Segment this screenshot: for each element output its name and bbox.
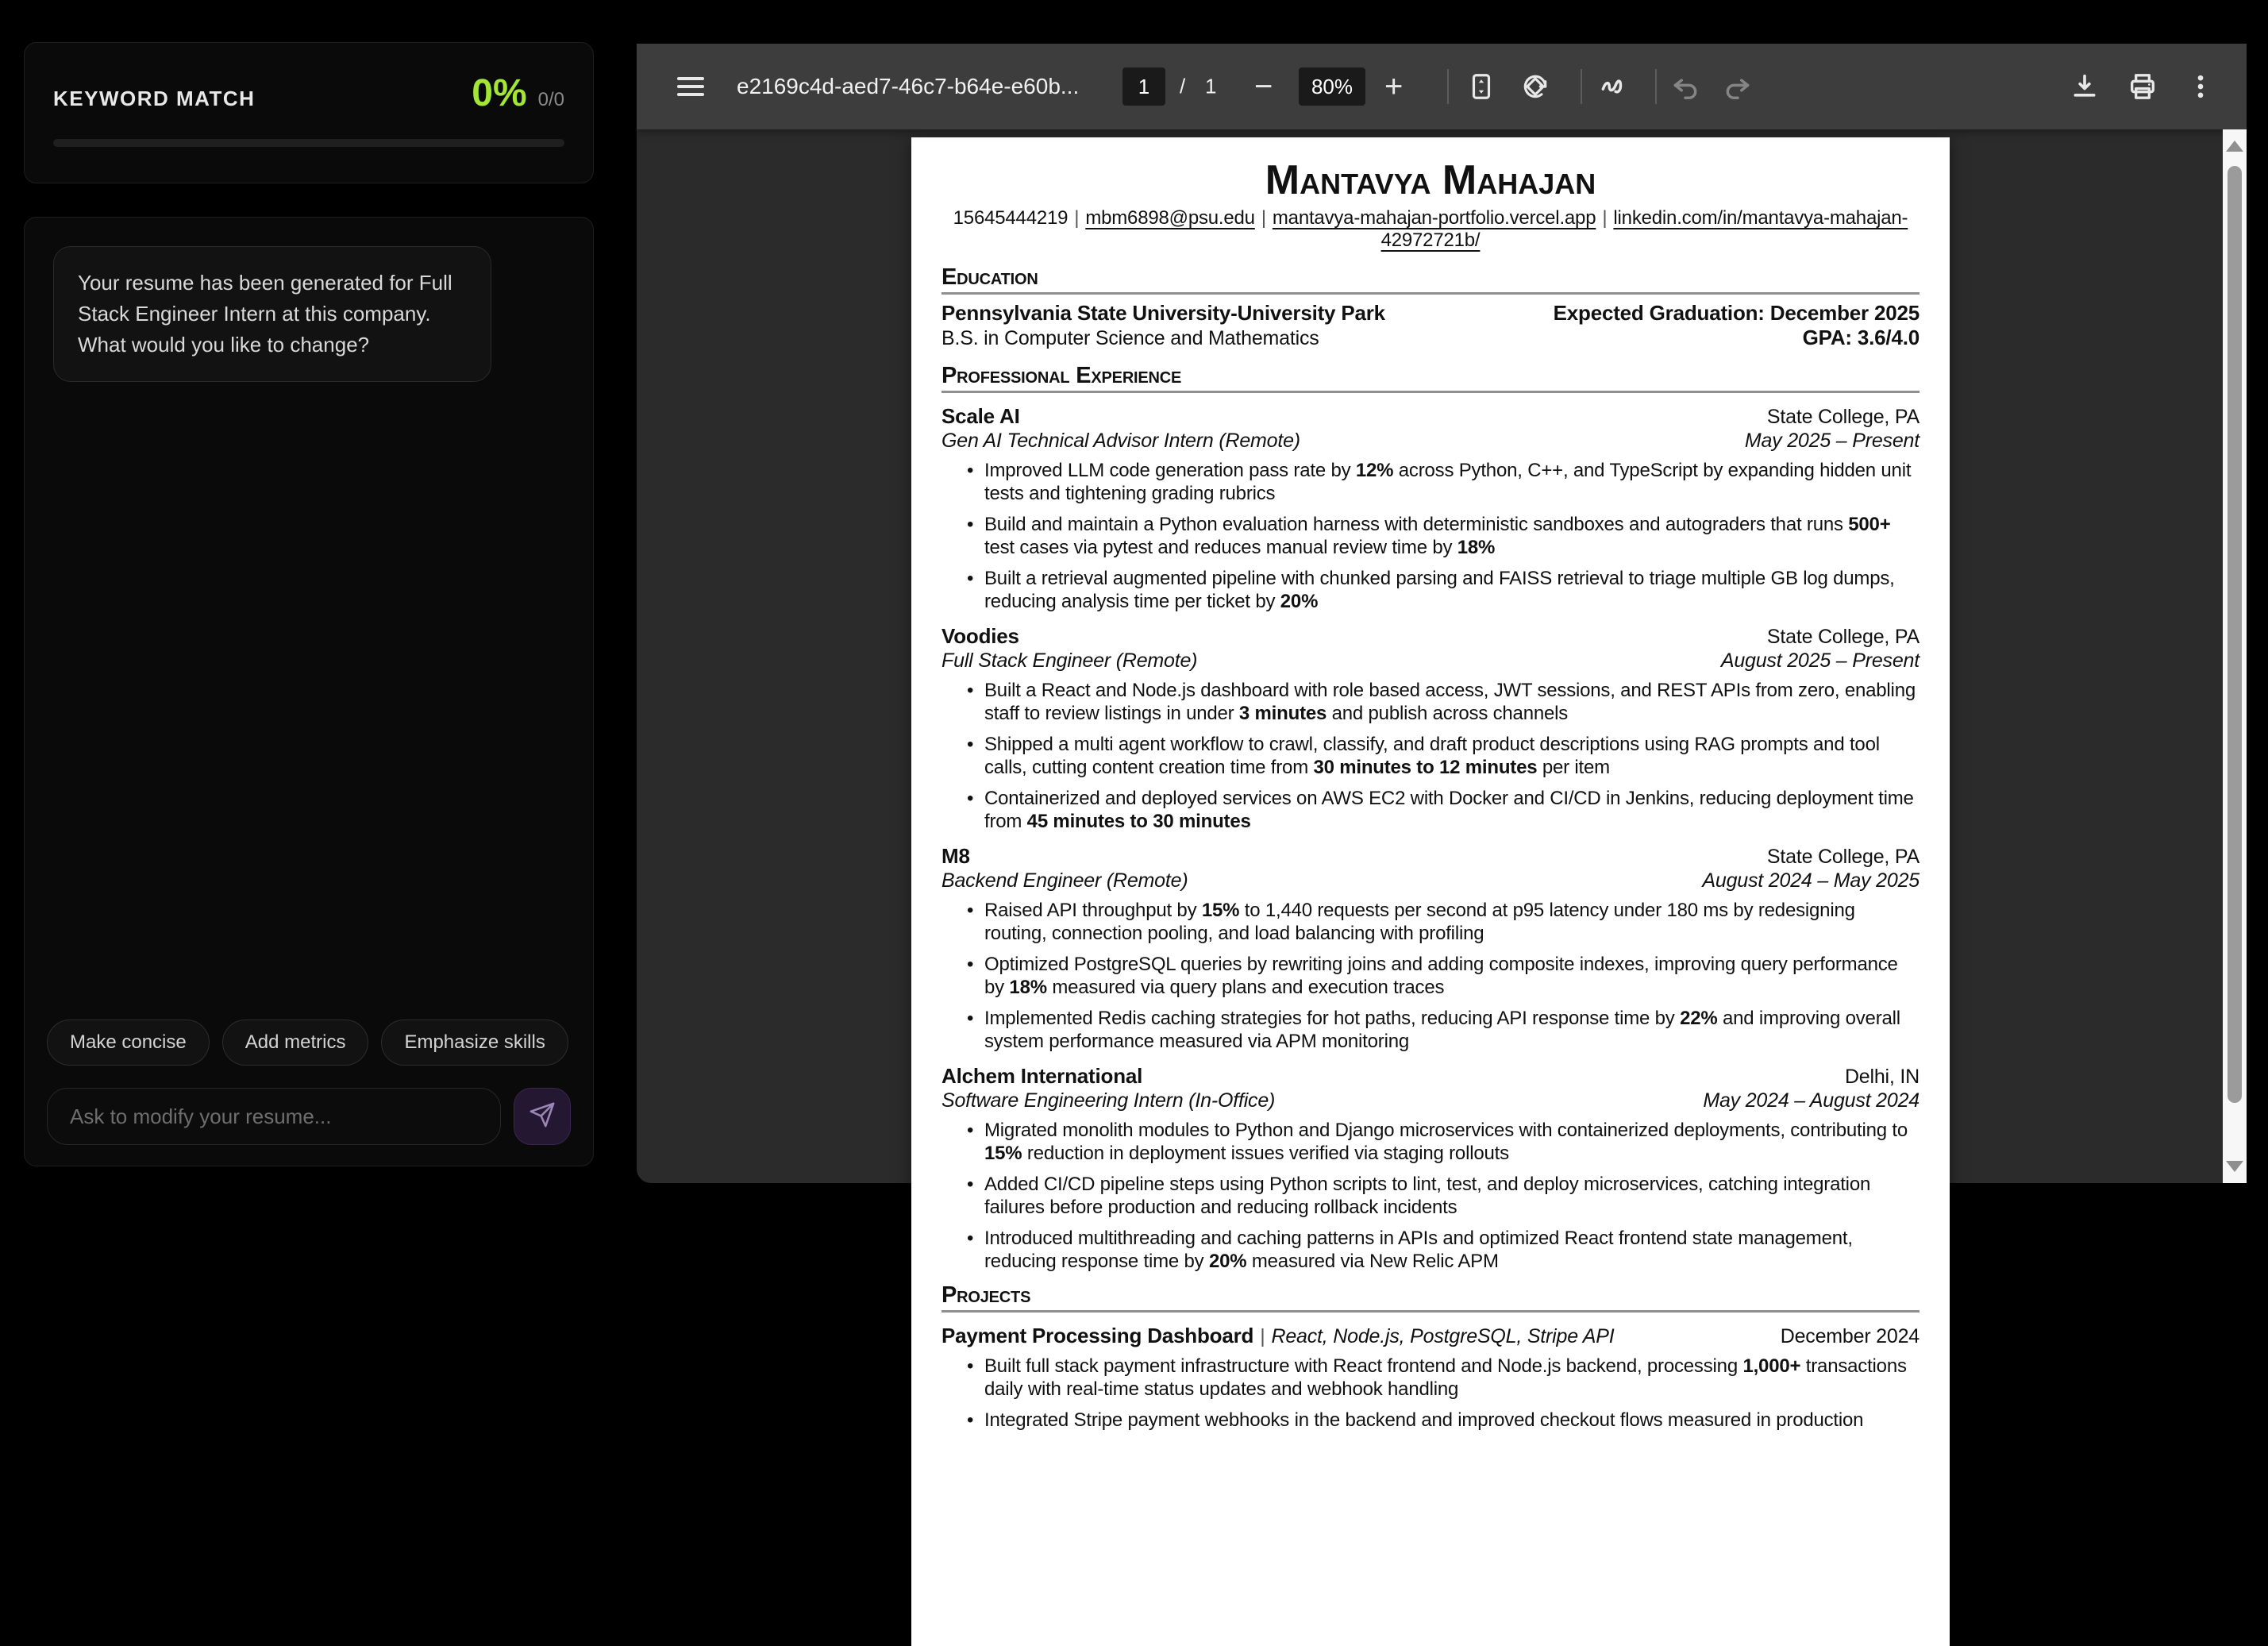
project-entry: Payment Processing Dashboard | React, Node.js, PostgreSQL, Stripe API December 2024 • Built full stack payment infrastructure with React frontend and Node.js backend, processing 1,000+ transactions daily with real-time status updates and webhook handling • Integrated Stripe payment webhooks in the backend and improved checkout flows measured in production <box>941 1324 1920 1432</box>
role-dates: August 2024 – May 2025 <box>1702 869 1920 892</box>
zoom-in-button[interactable]: + <box>1384 69 1404 104</box>
company-name: Voodies <box>941 624 1019 648</box>
scroll-up-arrow-icon[interactable] <box>2226 141 2243 152</box>
resume-page <box>911 137 1950 1646</box>
quick-action-button[interactable]: Emphasize skills <box>381 1020 568 1066</box>
resume-bullet: • Optimized PostgreSQL queries by rewriting joins and adding composite indexes, improving query performance by 18% measured via query plans and execution traces <box>964 953 1920 999</box>
quick-action-button[interactable]: Add metrics <box>222 1020 369 1066</box>
keyword-match-progressbar <box>53 139 564 147</box>
resume-bullet: • Introduced multithreading and caching patterns in APIs and optimized React frontend state management, reducing response time by 20% measured via New Relic APM <box>964 1227 1920 1273</box>
redo-icon[interactable] <box>1719 67 1757 106</box>
paper-plane-icon <box>529 1101 556 1132</box>
resume-bullet: • Built a retrieval augmented pipeline with chunked parsing and FAISS retrieval to triage multiple GB log dumps, reducing analysis time per ticket by 20% <box>964 567 1920 613</box>
fit-to-page-icon[interactable] <box>1462 67 1500 106</box>
pdf-viewer-panel <box>637 44 2247 1431</box>
role-dates: May 2025 – Present <box>1744 430 1920 452</box>
resume-bullet: • Shipped a multi agent workflow to crawl, classify, and draft product descriptions using RAG prompts and tool calls, cutting content creation time from 30 minutes to 12 minutes per item <box>964 733 1920 779</box>
hamburger-icon[interactable] <box>672 67 710 106</box>
page-separator: / <box>1180 74 1186 98</box>
resume-contact-line: 15645444219 | mbm6898@psu.edu | mantavya-mahajan-portfolio.vercel.app | linkedin.com/in/mantavya-mahajan-42972721b/ <box>953 207 1908 251</box>
resume-bullet: • Built full stack payment infrastructure with React frontend and Node.js backend, processing 1,000+ transactions daily with real-time status updates and webhook handling <box>964 1355 1920 1401</box>
role-title: Full Stack Engineer (Remote) <box>941 650 1198 672</box>
pdf-toolbar <box>637 44 2247 129</box>
role-title: Software Engineering Intern (In-Office) <box>941 1089 1276 1112</box>
send-button[interactable] <box>514 1088 571 1145</box>
download-icon[interactable] <box>2066 67 2104 106</box>
page-number-input[interactable]: 1 <box>1122 67 1165 106</box>
draw-annotate-icon[interactable] <box>1594 67 1632 106</box>
quick-actions-row <box>47 1020 571 1066</box>
company-location: State College, PA <box>1766 406 1920 428</box>
kebab-menu-icon[interactable] <box>2181 67 2220 106</box>
role-title: Gen AI Technical Advisor Intern (Remote) <box>941 430 1300 452</box>
resume-bullet: • Migrated monolith modules to Python and Django microservices with containerized deployments, contributing to 15% reduction in deployment issues verified via staging rollouts <box>964 1119 1920 1165</box>
project-entries <box>941 1324 1920 1432</box>
education-heading: Education <box>941 264 1038 290</box>
resume-bullet: • Added CI/CD pipeline steps using Python scripts to lint, test, and deploy microservices, catching integration failures before production and reducing rollback incidents <box>964 1173 1920 1219</box>
pdf-scrollbar[interactable] <box>2223 129 2247 1183</box>
resume-bullet: • Raised API throughput by 15% to 1,440 requests per second at p95 latency under 180 ms by redesigning routing, connection pooling, and load balancing with profiling <box>964 899 1920 945</box>
bullet-list <box>964 459 1920 613</box>
resume-modify-input[interactable] <box>47 1088 501 1145</box>
bullet-list <box>964 899 1920 1053</box>
resume-bullet: • Built a React and Node.js dashboard with role based access, JWT sessions, and REST APIs from zero, enabling staff to review listings in under 3 minutes and publish across channels <box>964 679 1920 725</box>
scrollbar-thumb[interactable] <box>2228 166 2242 1103</box>
company-name: Alchem International <box>941 1064 1143 1088</box>
assistant-message-text: Your resume has been generated for Full Stack Engineer Intern at this company. What would you like to change? <box>78 271 452 357</box>
education-degree: B.S. in Computer Science and Mathematics <box>941 327 1319 349</box>
company-location: Delhi, IN <box>1844 1066 1920 1088</box>
education-school: Pennsylvania State University-University Park <box>941 301 1385 325</box>
resume-bullet: • Implemented Redis caching strategies for hot paths, reducing API response time by 22% and improving overall system performance measured via APM monitoring <box>964 1007 1920 1053</box>
keyword-match-percent: 0% <box>472 72 527 114</box>
scroll-down-arrow-icon[interactable] <box>2226 1161 2243 1172</box>
zoom-level-input[interactable]: 80% <box>1299 67 1365 106</box>
print-icon[interactable] <box>2124 67 2162 106</box>
resume-name: Mantavya Mahajan <box>1265 157 1596 203</box>
experience-heading: Professional Experience <box>941 363 1182 388</box>
quick-action-button[interactable]: Make concise <box>47 1020 210 1066</box>
undo-icon[interactable] <box>1666 67 1704 106</box>
resume-bullet: • Improved LLM code generation pass rate by 12% across Python, C++, and TypeScript by expanding hidden unit tests and tightening grading rubrics <box>964 459 1920 505</box>
page-total: 1 <box>1205 74 1217 98</box>
pdf-filename: e2169c4d-aed7-46c7-b64e-e60b... <box>737 74 1080 98</box>
project-title: Payment Processing Dashboard <box>941 1324 1254 1347</box>
keyword-match-card <box>24 42 594 183</box>
company-location: State College, PA <box>1766 846 1920 868</box>
experience-entry <box>941 404 1920 613</box>
contact-linkedin-link[interactable]: linkedin.com/in/mantavya-mahajan-42972721b/ <box>1380 207 1908 251</box>
experience-entries <box>941 404 1920 1273</box>
resume-bullet-clipped: • Integrated Stripe payment webhooks in the backend and improved checkout flows measured in production <box>964 1409 1920 1432</box>
resume-bullet: • Build and maintain a Python evaluation harness with deterministic sandboxes and autograders that runs 500+ test cases via pytest and reduces manual review time by 18% <box>964 513 1920 559</box>
bullet-list <box>964 679 1920 833</box>
zoom-out-button[interactable]: − <box>1254 69 1273 104</box>
education-graduation: Expected Graduation: December 2025 <box>1553 301 1920 325</box>
bullet-list <box>964 1119 1920 1273</box>
experience-entry <box>941 624 1920 833</box>
role-title: Backend Engineer (Remote) <box>941 869 1188 892</box>
contact-portfolio-link[interactable]: mantavya-mahajan-portfolio.vercel.app <box>1272 207 1596 229</box>
project-date: December 2024 <box>1780 1325 1920 1347</box>
experience-entry <box>941 844 1920 1053</box>
contact-phone: 15645444219 <box>953 207 1069 229</box>
contact-email-link[interactable]: mbm6898@psu.edu <box>1085 207 1255 229</box>
projects-heading: Projects <box>941 1282 1031 1308</box>
chat-panel <box>24 217 594 1166</box>
rotate-icon[interactable] <box>1516 67 1554 106</box>
bullet-list <box>964 1355 1920 1432</box>
company-location: State College, PA <box>1766 626 1920 648</box>
keyword-match-label: KEYWORD MATCH <box>53 87 256 110</box>
role-dates: May 2024 – August 2024 <box>1703 1089 1920 1112</box>
education-gpa: GPA: 3.6/4.0 <box>1802 326 1920 349</box>
assistant-message-bubble <box>53 246 491 382</box>
role-dates: August 2025 – Present <box>1720 650 1920 672</box>
company-name: Scale AI <box>941 404 1020 428</box>
resume-bullet: • Containerized and deployed services on AWS EC2 with Docker and CI/CD in Jenkins, reducing deployment time from 45 minutes to 30 minutes <box>964 787 1920 833</box>
experience-entry <box>941 1064 1920 1273</box>
project-stack: React, Node.js, PostgreSQL, Stripe API <box>1271 1325 1615 1347</box>
company-name: M8 <box>941 844 970 868</box>
keyword-match-ratio: 0/0 <box>537 89 564 110</box>
